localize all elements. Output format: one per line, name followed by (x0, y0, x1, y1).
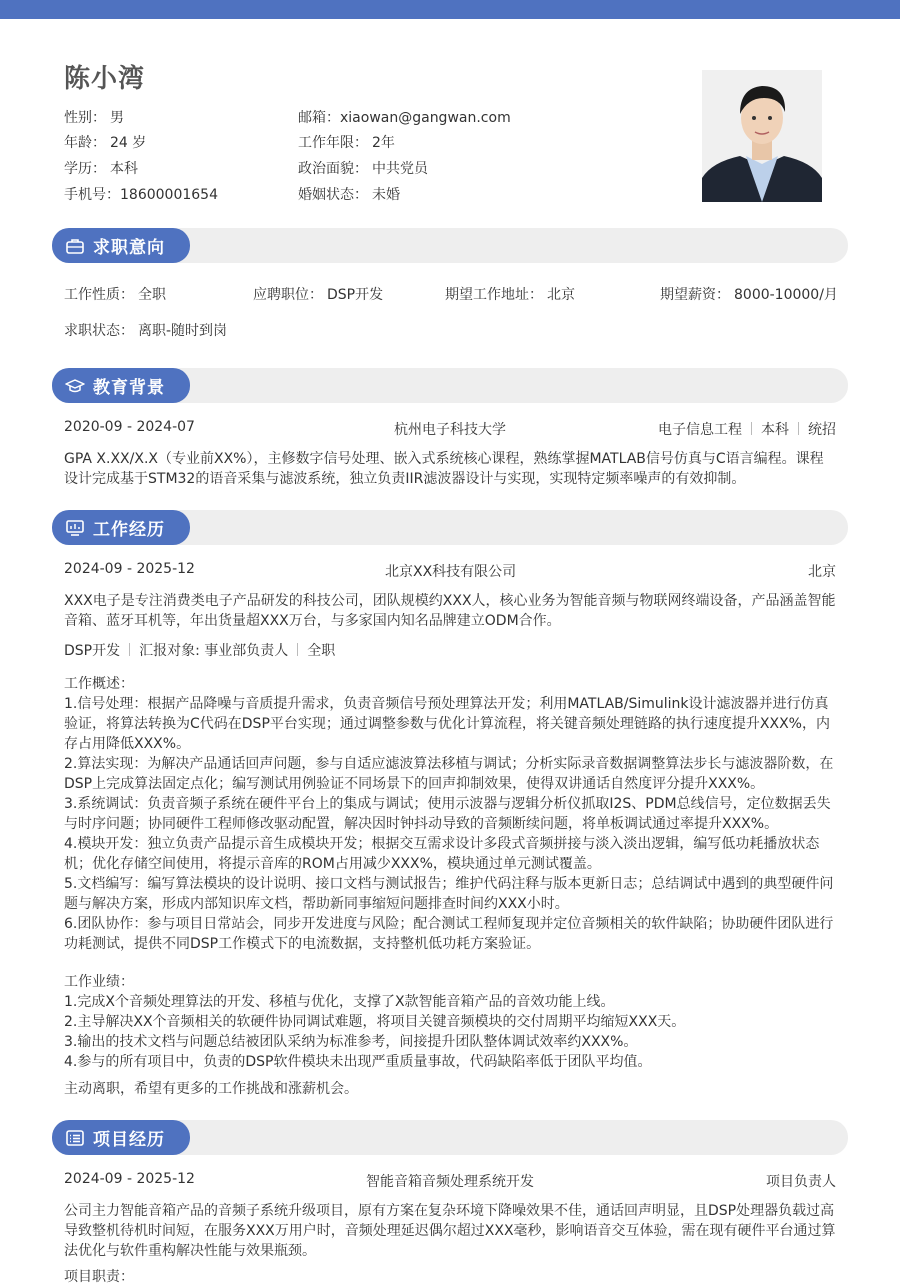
project-name: 智能音箱音频处理系统开发 (366, 1174, 534, 1190)
info-label: 年龄： (64, 135, 106, 151)
intent-job-type (64, 284, 166, 304)
info-label: 学历： (64, 161, 106, 177)
section-header-intent (52, 228, 848, 263)
profile-photo (702, 70, 822, 202)
work-overview-item: 2.算法实现：为解决产品通话回声问题，参与自适应滤波算法移植与调试；分析实际录音数据调整算法步长与滤波器阶数，在DSP上完成算法固定点化；编写测试用例验证不同场景下的回声抑制效果，使得双讲通话自然度评分提升XXX%。 (64, 756, 834, 792)
list-icon (65, 1128, 85, 1148)
info-marital (298, 184, 400, 204)
education-major: 电子信息工程 (658, 422, 742, 438)
monitor-icon (65, 518, 85, 538)
field-value: 北京 (547, 287, 575, 303)
info-value: 中共党员 (372, 161, 428, 177)
work-overview-title: 工作概述： (64, 676, 134, 692)
info-gender (64, 107, 124, 127)
info-value: 男 (110, 110, 124, 126)
field-value: 离职-随时到岗 (138, 323, 228, 339)
info-value: 未婚 (372, 187, 400, 203)
project-duty-title: 项目职责： (64, 1269, 134, 1285)
section-title: 教育背景 (93, 378, 165, 398)
field-value: 8000-10000/月 (734, 287, 838, 303)
section-pill (52, 510, 190, 545)
work-overview-item: 1.信号处理：根据产品降噪与音质提升需求，负责音频信号预处理算法开发；利用MATLAB/Simulink设计滤波器并进行仿真验证，将算法转换为C代码在DSP平台实现；通过调整参数与优化计算流程，将关键音频处理链路的执行速度提升XXX%，内存占用降低XXX%。 (64, 696, 830, 752)
divider (129, 643, 130, 656)
education-meta (658, 419, 836, 439)
work-leave-reason: 主动离职，希望有更多的工作挑战和涨薪机会。 (64, 1081, 358, 1097)
education-date: 2020-09 - 2024-07 (64, 419, 195, 435)
work-achievement-item: 2.主导解决XX个音频相关的软硬件协同调试难题，将项目关键音频模块的交付周期平均缩短XXX天。 (64, 1014, 686, 1030)
work-achievement-item: 3.输出的技术文档与问题总结被团队采纳为标准参考，间接提升团队整体调试效率约XXX%。 (64, 1034, 638, 1050)
section-pill (52, 228, 190, 263)
intent-salary (660, 284, 838, 304)
info-value: 18600001654 (120, 187, 218, 203)
work-achievement-item: 4.参与的所有项目中，负责的DSP软件模块未出现严重质量事故，代码缺陷率低于团队平均值。 (64, 1054, 652, 1070)
work-jobtype: 全职 (307, 643, 336, 659)
info-label: 婚姻状态： (298, 187, 368, 203)
work-achievements-title: 工作业绩： (64, 974, 134, 990)
top-accent-bar (0, 0, 900, 19)
work-city: 北京 (808, 564, 836, 580)
graduation-cap-icon (65, 376, 85, 396)
project-role: 项目负责人 (766, 1174, 836, 1190)
info-value: 2年 (372, 135, 395, 151)
info-label: 政治面貌： (298, 161, 368, 177)
info-value: xiaowan@gangwan.com (340, 110, 511, 126)
divider (751, 422, 752, 435)
work-report: 汇报对象: 事业部负责人 (139, 643, 289, 659)
work-achievements-block (64, 972, 836, 1072)
work-overview-item: 5.文档编写：编写算法模块的设计说明、接口文档与测试报告；维护代码注释与版本更新日志；总结调试中遇到的典型硬件问题与解决方案，形成内部知识库文档，帮助新同事缩短问题排查时间约XXX小时。 (64, 876, 834, 912)
section-title: 项目经历 (93, 1130, 165, 1150)
info-email (298, 107, 511, 127)
field-value: 全职 (138, 287, 166, 303)
education-school: 杭州电子科技大学 (394, 422, 506, 438)
section-title: 工作经历 (93, 520, 165, 540)
info-age (64, 132, 146, 152)
info-education (64, 158, 138, 178)
work-company: 北京XX科技有限公司 (385, 564, 517, 580)
intent-position (253, 284, 383, 304)
section-header-work (52, 510, 848, 545)
section-pill (52, 368, 190, 403)
info-value: 本科 (110, 161, 138, 177)
work-company-description: XXX电子是专注消费类电子产品研发的科技公司，团队规模约XXX人，核心业务为智能音频与物联网终端设备，产品涵盖智能音箱、蓝牙耳机等，年出货量超XXX万台，与多家国内知名品牌建立ODM合作。 (64, 593, 836, 629)
work-overview-item: 6.团队协作：参与项目日常站会，同步开发进度与风险；配合测试工程师复现并定位音频相关的软件缺陷；协助硬件团队进行功耗测试，提供不同DSP工作模式下的电流数据，支持整机低功耗方案验证。 (64, 916, 834, 952)
intent-location (445, 284, 575, 304)
work-achievement-item: 1.完成X个音频处理算法的开发、移植与优化，支撑了X款智能音箱产品的音效功能上线。 (64, 994, 615, 1010)
education-degree: 本科 (761, 422, 789, 438)
field-label: 工作性质： (64, 287, 134, 303)
divider (798, 422, 799, 435)
section-header-education (52, 368, 848, 403)
work-overview-block (64, 674, 836, 954)
section-pill (52, 1120, 190, 1155)
section-header-project (52, 1120, 848, 1155)
work-overview-item: 3.系统调试：负责音频子系统在硬件平台上的集成与调试；使用示波器与逻辑分析仪抓取I2S、PDM总线信号，定位数据丢失与时序问题；协同硬件工程师修改驱动配置，解决因时钟抖动导致的音频断续问题，将单板调试通过率提升XXX%。 (64, 796, 831, 832)
education-description: GPA X.XX/X.X（专业前XX%），主修数字信号处理、嵌入式系统核心课程，熟练掌握MATLAB信号仿真与C语言编程。课程设计完成基于STM32的语音采集与滤波系统，独立负责IIR滤波器设计与实现，实现特定频率噪声的有效抑制。 (64, 451, 824, 487)
candidate-name: 陈小湾 (64, 64, 146, 94)
field-value: DSP开发 (327, 287, 384, 303)
field-label: 求职状态： (64, 323, 134, 339)
divider (297, 643, 298, 656)
work-date: 2024-09 - 2025-12 (64, 561, 195, 577)
info-label: 工作年限： (298, 135, 368, 151)
field-label: 期望工作地址： (445, 287, 543, 303)
section-title: 求职意向 (93, 238, 165, 258)
info-value: 24 岁 (110, 135, 147, 151)
info-work-years (298, 132, 395, 152)
field-label: 应聘职位： (253, 287, 323, 303)
intent-status (64, 320, 227, 340)
info-phone (64, 184, 218, 204)
info-label: 手机号： (64, 187, 120, 203)
project-date: 2024-09 - 2025-12 (64, 1171, 195, 1187)
project-description: 公司主力智能音箱产品的音频子系统升级项目，原有方案在复杂环境下降噪效果不佳，通话回声明显，且DSP处理器负载过高导致整机待机时间短，在服务XXX万用户时，音频处理延迟偶尔超过XXX毫秒，影响语音交互体验，需在现有硬件平台通过算法优化与软件重构解决性能与效果瓶颈。 (64, 1203, 836, 1259)
info-political (298, 158, 428, 178)
briefcase-icon (65, 236, 85, 256)
work-role: DSP开发 (64, 643, 121, 659)
info-label: 邮箱： (298, 110, 340, 126)
education-type: 统招 (808, 422, 836, 438)
work-overview-item: 4.模块开发：独立负责产品提示音生成模块开发；根据交互需求设计多段式音频拼接与淡入淡出逻辑，编写低功耗播放状态机；优化存储空间使用，将提示音库的ROM占用减少XXX%，模块通过单元测试覆盖。 (64, 836, 820, 872)
info-label: 性别： (64, 110, 106, 126)
field-label: 期望薪资： (660, 287, 730, 303)
work-meta (64, 640, 335, 660)
